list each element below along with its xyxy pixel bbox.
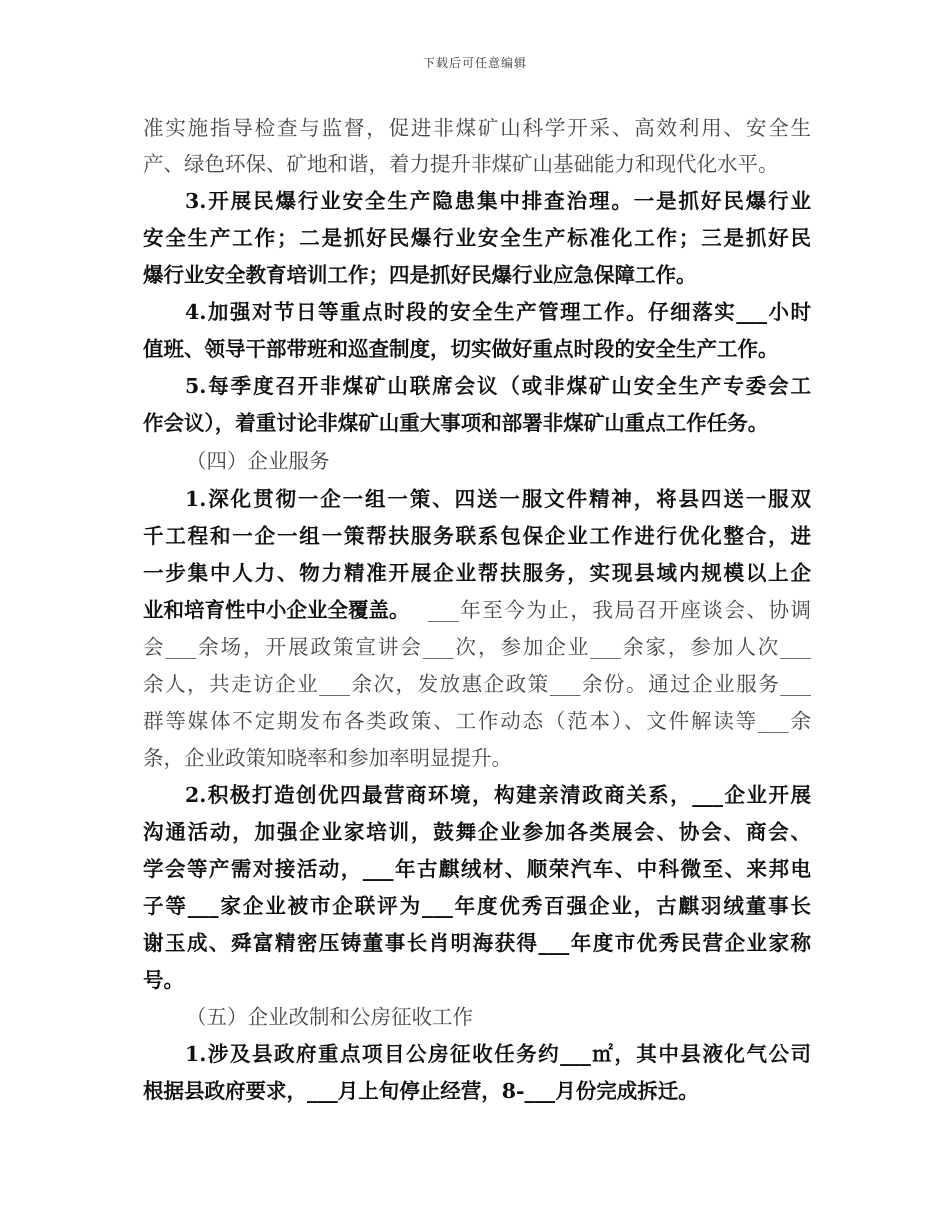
body-line: ___年至今为止，我局召开座谈会、协调: [428, 598, 811, 622]
body-line: 条，企业政策知晓率和参加率明显提升。: [143, 746, 512, 770]
body-line: 会___余场，开展政策宣讲会___次，参加企业___余家，参加人次___: [143, 635, 811, 659]
body-line: 1.涉及县政府重点项目公房征收任务约___㎡，其中县液化气公司: [185, 1042, 811, 1066]
body-line: 准实施指导检查与监督，促进非煤矿山科学开采、高效利用、安全生: [143, 116, 811, 140]
body-line: 作会议），着重讨论非煤矿山重大事项和部署非煤矿山重点工作任务。: [143, 411, 769, 435]
body-line: 爆行业安全教育培训工作；四是抓好民爆行业应急保障工作。: [143, 263, 697, 287]
body-line: 沟通活动，加强企业家培训，鼓舞企业参加各类展会、协会、商会、: [143, 820, 811, 844]
body-line: 学会等产需对接活动，___年古麒绒材、顺荣汽车、中科微至、来邦电: [143, 857, 811, 881]
page-header: 下载后可任意编辑: [422, 56, 527, 70]
section-heading: （四）企业服务: [186, 449, 330, 473]
body-line: 安全生产工作；二是抓好民爆行业安全生产标准化工作；三是抓好民: [143, 226, 811, 250]
body-line: 产、绿色环保、矿地和谐，着力提升非煤矿山基础能力和现代化水平。: [143, 152, 779, 176]
body-line: 子等___家企业被市企联评为___年度优秀百强企业，古麒羽绒董事长: [143, 894, 811, 918]
body-line: 4.加强对节日等重点时段的安全生产管理工作。仔细落实___小时: [185, 300, 811, 324]
body-line: 3.开展民爆行业安全生产隐患集中排查治理。一是抓好民爆行业: [185, 189, 811, 213]
body-line: 值班、领导干部带班和巡查制度，切实做好重点时段的安全生产工作。: [143, 337, 779, 361]
body-line: 千工程和一企一组一策帮扶服务联系包保企业工作进行优化整合，进: [143, 524, 811, 548]
body-line: 群等媒体不定期发布各类政策、工作动态（范本）、文件解读等___余: [143, 709, 811, 733]
body-line: 一步集中人力、物力精准开展企业帮扶服务，实现县域内规模以上企: [143, 561, 811, 585]
section-heading: （五）企业改制和公房征收工作: [186, 1005, 473, 1029]
body-line: 谢玉成、舜富精密压铸董事长肖明海获得___年度市优秀民营企业家称: [143, 931, 811, 955]
body-line: 1.深化贯彻一企一组一策、四送一服文件精神，将县四送一服双: [185, 487, 811, 511]
body-line: 号。: [143, 968, 184, 992]
body-line: 余人，共走访企业___余次，发放惠企政策___余份。通过企业服务___: [143, 672, 811, 696]
body-line: 5.每季度召开非煤矿山联席会议（或非煤矿山安全生产专委会工: [185, 374, 811, 398]
body-line: 2.积极打造创优四最营商环境，构建亲清政商关系，___企业开展: [185, 783, 811, 807]
body-line: 根据县政府要求，___月上旬停止经营，8-___月份完成拆迁。: [143, 1079, 699, 1103]
body-line: 业和培育性中小企业全覆盖。: [143, 598, 410, 622]
